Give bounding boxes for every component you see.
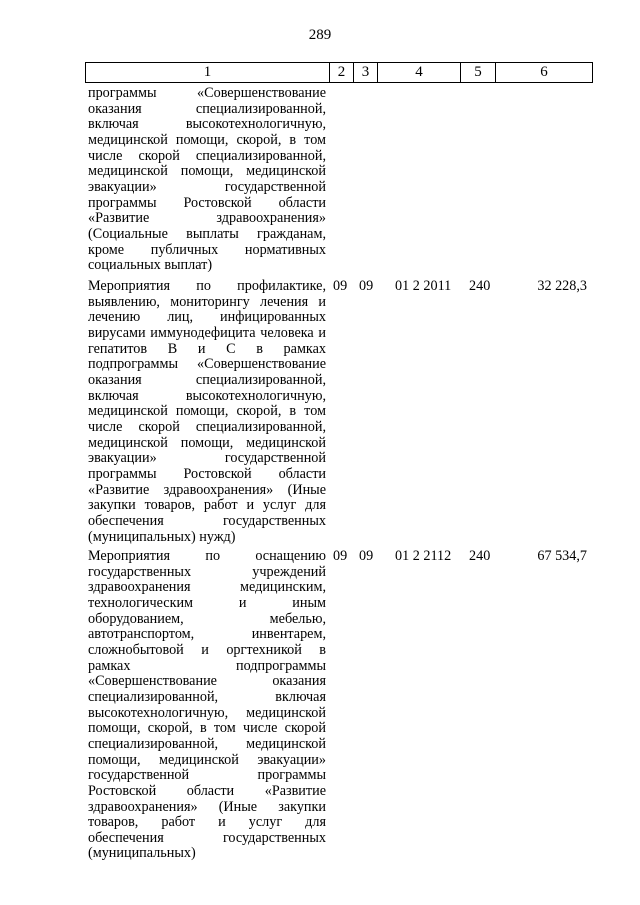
- row-description: Мероприятия по профилактике, выявлению, мониторингу лечения и лечению лиц, инфицированных вирусами иммунодефицита человека и гепатитов В и С в рамках подпрограммы «Совершенствование оказания специализированной, включая высокотехнологичную, медицинской помощи, скорой, в том числе скорой специализированной, медицинской помощи, медицинской эвакуации» государственной программы Ростовской области «Развитие здравоохранения» (Иные закупки товаров, работ и услуг для обеспечения государственных (муниципальных) нужд): [88, 278, 326, 545]
- column-header-row: [86, 63, 593, 83]
- row-section-code: 09: [333, 278, 348, 294]
- row-expense-type-code: 240: [469, 278, 491, 294]
- page-number: 289: [308, 27, 332, 43]
- row-target-article-code: 01 2 2011: [395, 278, 452, 294]
- column-header-6: 6: [496, 63, 593, 83]
- row-description: Мероприятия по оснащению государственных учреждений здравоохранения медицинским, технологическим и иным оборудованием, мебелью, автотранспортом, инвентарем, сложнобытовой и оргтехникой в рамках подпрограммы «Совершенствование оказания специализированной, включая высокотехнологичную, медицинской помощи, скорой, в том числе скорой специализированной, медицинской помощи, медицинской эвакуации» государственной программы Ростовской области «Развитие здравоохранения» (Иные закупки товаров, работ и услуг для обеспечения государственных (муниципальных): [88, 548, 326, 862]
- column-header-1: 1: [86, 63, 330, 83]
- row-expense-type-code: 240: [469, 548, 491, 564]
- column-header-3: 3: [354, 63, 378, 83]
- row-description: программы «Совершенствование оказания специализированной, включая высокотехнологичную, медицинской помощи, скорой, в том числе скорой специализированной, медицинской помощи, медицинской эвакуации» государственной программы Ростовской области «Развитие здравоохранения» (Социальные выплаты гражданам, кроме публичных нормативных социальных выплат): [88, 85, 326, 274]
- row-subsection-code: 09: [359, 278, 374, 294]
- column-header-2: 2: [330, 63, 354, 83]
- row-section-code: 09: [333, 548, 348, 564]
- column-header-4: 4: [378, 63, 461, 83]
- column-header-table: [85, 62, 593, 83]
- row-subsection-code: 09: [359, 548, 374, 564]
- column-header-5: 5: [461, 63, 496, 83]
- row-target-article-code: 01 2 2112: [395, 548, 452, 564]
- row-amount: 32 228,3: [537, 278, 587, 294]
- row-amount: 67 534,7: [537, 548, 587, 564]
